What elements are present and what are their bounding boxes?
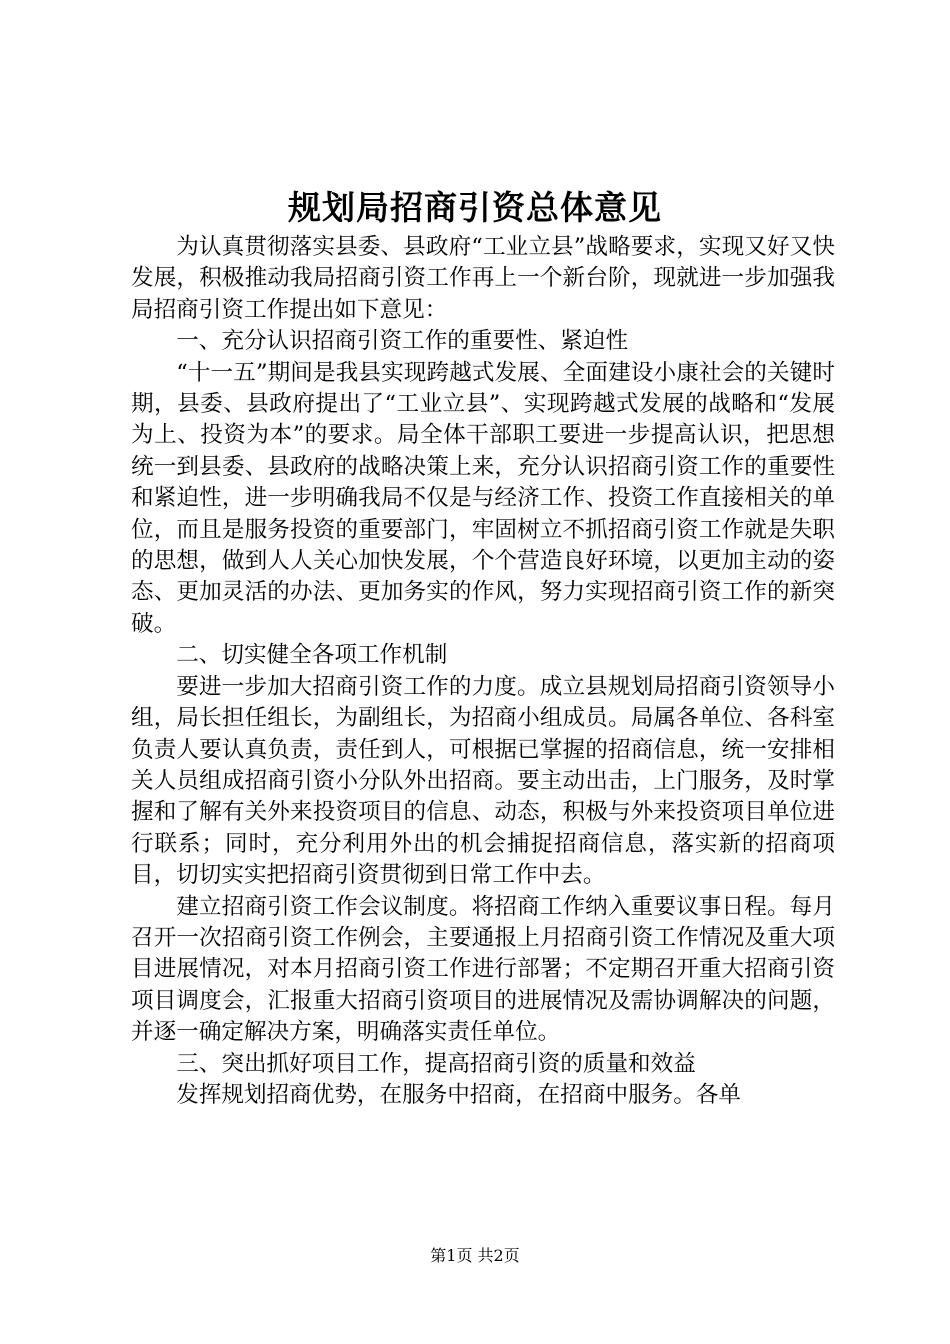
- section-heading-1: 一、充分认识招商引资工作的重要性、紧迫性: [176, 328, 629, 355]
- paragraph-section-1: “十一五”期间是我县实现跨越式发展、全面建设小康社会的关键时期，县委、县政府提出了“工业立县”、实现跨越式发展的战略和“发展为上、投资为本”的要求。局全体干部职工要进一步提高认识，把思想统一到县委、县政府的战略决策上来，充分认识招商引资工作的重要性和紧迫性，进一步明确我局不仅是与经济工作、投资工作直接相关的单位，而且是服务投资的重要部门，牢固树立不抓招商引资工作就是失职的思想，做到人人关心加快发展，个个营造良好环境，以更加主动的姿态、更加灵活的办法、更加务实的作风，努力实现招商引资工作的新突破。: [131, 359, 835, 637]
- section-heading-3: 三、突出抓好项目工作，提高招商引资的质量和效益: [176, 1050, 696, 1077]
- paragraph-section-2b: 建立招商引资工作会议制度。将招商工作纳入重要议事日程。每月召开一次招商引资工作例会，主要通报上月招商引资工作情况及重大项目进展情况，对本月招商引资工作进行部署；不定期召开重大招商引资项目调度会，汇报重大招商引资项目的进展情况及需协调解决的问题，并逐一确定解决方案，明确落实责任单位。: [131, 893, 835, 1046]
- page-number-footer: 第1页 共2页: [430, 1246, 520, 1265]
- paragraph-section-2a: 要进一步加大招商引资工作的力度。成立县规划局招商引资领导小组，局长担任组长，为副组长，为招商小组成员。局属各单位、各科室负责人要认真负责，责任到人，可根据已掌握的招商信息，统一安排相关人员组成招商引资小分队外出招商。要主动出击，上门服务，及时掌握和了解有关外来投资项目的信息、动态，积极与外来投资项目单位进行联系；同时，充分利用外出的机会捕捉招商信息，落实新的招商项目，切切实实把招商引资贯彻到日常工作中去。: [131, 673, 835, 889]
- document-body: [131, 232, 835, 1111]
- paragraph-intro: 为认真贯彻落实县委、县政府“工业立县”战略要求，实现又好又快发展，积极推动我局招商引资工作再上一个新台阶，现就进一步加强我局招商引资工作提出如下意见：: [131, 234, 835, 323]
- section-heading-2: 二、切实健全各项工作机制: [176, 642, 448, 669]
- document-title: 规划局招商引资总体意见: [288, 188, 662, 227]
- paragraph-section-3: 发挥规划招商优势，在服务中招商，在招商中服务。各单: [176, 1081, 742, 1108]
